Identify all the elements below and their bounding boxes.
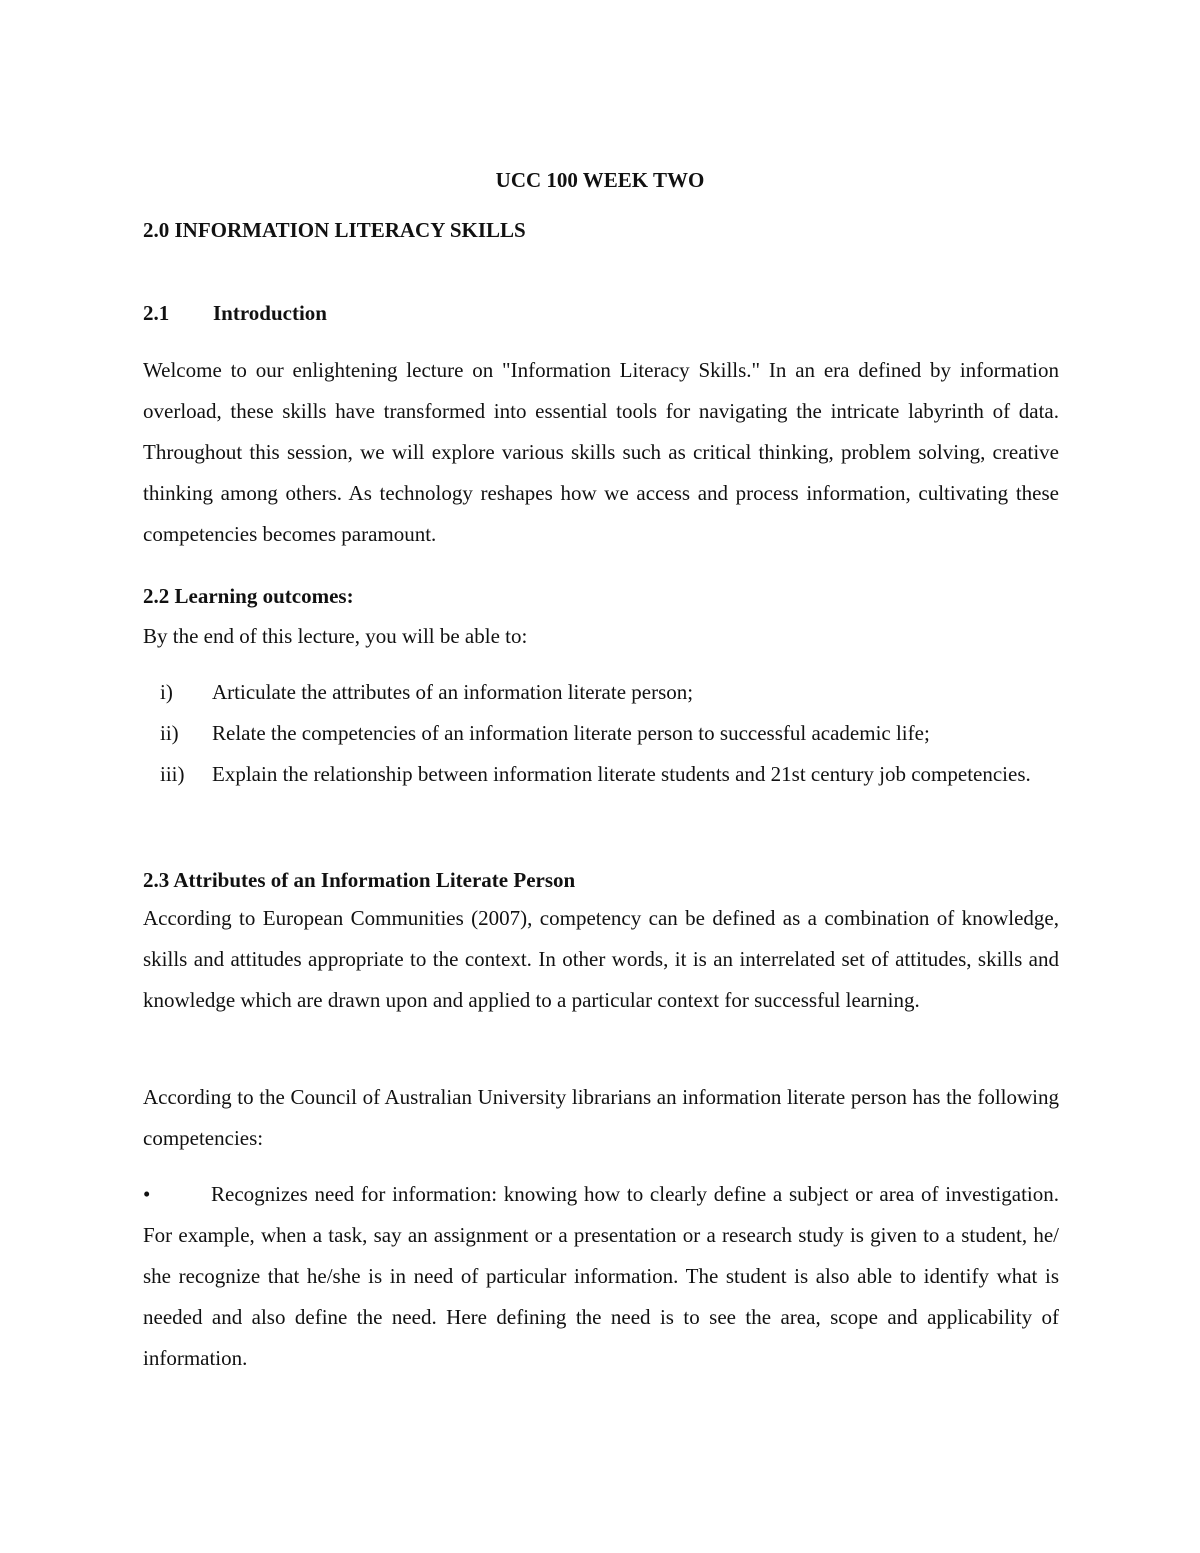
section-heading-attributes: 2.3 Attributes of an Information Literate Person — [143, 868, 576, 892]
list-item — [160, 754, 1059, 795]
section-title: Introduction — [213, 301, 327, 325]
section-heading-learning-outcomes: 2.2 Learning outcomes: — [143, 584, 354, 608]
list-item — [160, 672, 1059, 713]
bullet-marker: • — [143, 1182, 151, 1206]
document-title: UCC 100 WEEK TWO — [495, 168, 705, 192]
list-item-text: Articulate the attributes of an information literate person; — [212, 680, 694, 704]
main-heading: 2.0 INFORMATION LITERACY SKILLS — [143, 218, 526, 242]
council-paragraph: According to the Council of Australian University librarians an information literate person has the following competencies: — [143, 1085, 1059, 1150]
section-heading-introduction — [143, 299, 1059, 327]
list-item — [160, 713, 1059, 754]
section-number: 2.1 — [143, 301, 170, 325]
list-marker: ii) — [160, 721, 179, 745]
list-marker: iii) — [160, 762, 185, 786]
list-item-text: Explain the relationship between information literate students and 21st century job competencies. — [212, 762, 1031, 786]
attributes-paragraph: According to European Communities (2007), competency can be defined as a combination of knowledge, skills and attitudes appropriate to the context. In other words, it is an interrelated set of attitudes, skills and knowledge which are drawn upon and applied to a particular context for successful learning. — [143, 906, 1059, 1012]
list-marker: i) — [160, 680, 173, 704]
outcomes-lead: By the end of this lecture, you will be able to: — [143, 624, 528, 648]
bullet-paragraph — [143, 1174, 1059, 1379]
bullet-text: Recognizes need for information: knowing how to clearly define a subject or area of investigation. For example, when a task, say an assignment or a presentation or a research study is given to a student, he/ she recognize that he/she is in need of particular information. The student is also able to identify what is needed and also define the need. Here defining the need is to see the area, scope and applicability of information. — [143, 1182, 1059, 1370]
intro-paragraph: Welcome to our enlightening lecture on "Information Literacy Skills." In an era defined by information overload, these skills have transformed into essential tools for navigating the intricate labyrinth of data. Throughout this session, we will explore various skills such as critical thinking, problem solving, creative thinking among others. As technology reshapes how we access and process information, cultivating these competencies becomes paramount. — [143, 358, 1059, 546]
list-item-text: Relate the competencies of an information literate person to successful academic life; — [212, 721, 930, 745]
